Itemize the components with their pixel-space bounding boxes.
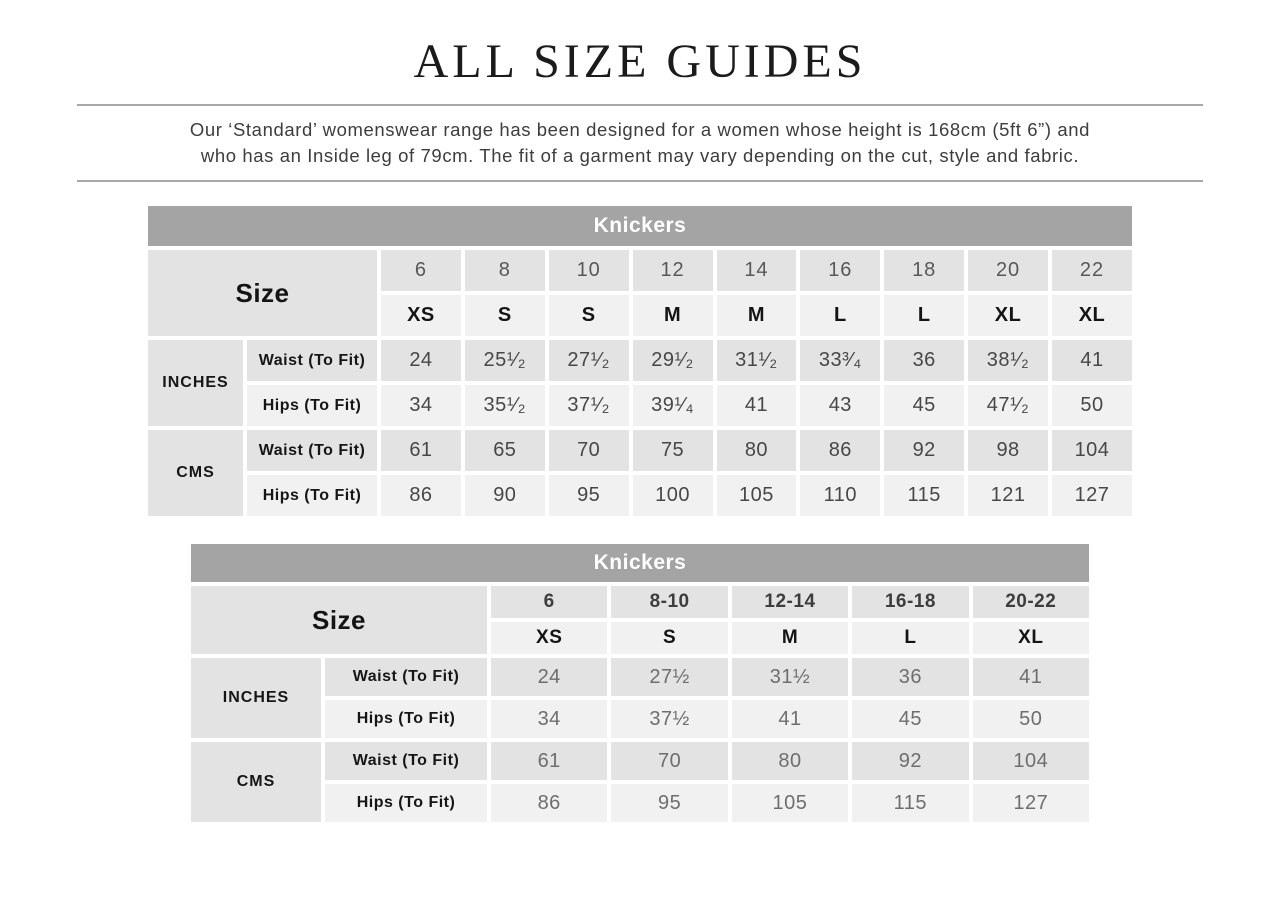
measure-label: Waist (To Fit) <box>325 742 487 780</box>
measure-value: 27½ <box>611 658 727 696</box>
measure-value: 50 <box>973 700 1089 738</box>
size-number: 20 <box>968 250 1048 291</box>
measure-value: 29¹⁄₂ <box>633 340 713 381</box>
measure-value: 86 <box>381 475 461 516</box>
size-letter: S <box>465 295 545 336</box>
measure-value: 80 <box>717 430 797 471</box>
measure-value: 104 <box>1052 430 1132 471</box>
measure-value: 45 <box>852 700 968 738</box>
measure-value: 86 <box>800 430 880 471</box>
measure-value: 39¹⁄₄ <box>633 385 713 426</box>
measure-label: Hips (To Fit) <box>325 700 487 738</box>
measure-value: 98 <box>968 430 1048 471</box>
size-number: 14 <box>717 250 797 291</box>
page-title: ALL SIZE GUIDES <box>413 35 867 88</box>
measure-value: 65 <box>465 430 545 471</box>
measure-value: 41 <box>973 658 1089 696</box>
measure-value: 86 <box>491 784 607 822</box>
size-number: 12 <box>633 250 713 291</box>
measure-value: 25¹⁄₂ <box>465 340 545 381</box>
measure-value: 45 <box>884 385 964 426</box>
measure-value: 95 <box>611 784 727 822</box>
size-header: Size <box>191 586 487 654</box>
unit-label: INCHES <box>191 658 321 738</box>
size-number: 8-10 <box>611 586 727 618</box>
measure-value: 104 <box>973 742 1089 780</box>
measure-value: 36 <box>852 658 968 696</box>
size-letter: XL <box>968 295 1048 336</box>
unit-label: INCHES <box>148 340 243 426</box>
size-letter: XL <box>1052 295 1132 336</box>
size-guide-table <box>144 202 1136 520</box>
intro-line-2: who has an Inside leg of 79cm. The fit of a garment may vary depending on the cut, style and fabric. <box>200 145 1080 166</box>
measure-value: 35¹⁄₂ <box>465 385 545 426</box>
measure-value: 127 <box>1052 475 1132 516</box>
table-title: Knickers <box>191 544 1089 582</box>
measure-value: 36 <box>884 340 964 381</box>
size-letter: L <box>852 622 968 654</box>
measure-label: Hips (To Fit) <box>247 385 377 426</box>
measure-value: 50 <box>1052 385 1132 426</box>
size-number: 16 <box>800 250 880 291</box>
measure-value: 70 <box>611 742 727 780</box>
measure-value: 33³⁄₄ <box>800 340 880 381</box>
measure-value: 61 <box>381 430 461 471</box>
unit-label: CMS <box>191 742 321 822</box>
measure-label: Waist (To Fit) <box>247 430 377 471</box>
measure-value: 95 <box>549 475 629 516</box>
size-letter: XL <box>973 622 1089 654</box>
measure-value: 43 <box>800 385 880 426</box>
measure-label: Waist (To Fit) <box>325 658 487 696</box>
measure-value: 115 <box>852 784 968 822</box>
measure-value: 75 <box>633 430 713 471</box>
size-letter: S <box>611 622 727 654</box>
measure-value: 80 <box>732 742 848 780</box>
measure-value: 31½ <box>732 658 848 696</box>
measure-value: 100 <box>633 475 713 516</box>
size-number: 10 <box>549 250 629 291</box>
intro-line-1: Our ‘Standard’ womenswear range has been designed for a women whose height is 168cm (5ft 6”) and <box>189 119 1091 140</box>
size-number: 16-18 <box>852 586 968 618</box>
measure-value: 41 <box>732 700 848 738</box>
size-number: 20-22 <box>973 586 1089 618</box>
measure-value: 41 <box>1052 340 1132 381</box>
measure-value: 105 <box>732 784 848 822</box>
measure-value: 24 <box>491 658 607 696</box>
measure-value: 41 <box>717 385 797 426</box>
size-header: Size <box>148 250 377 336</box>
measure-value: 27¹⁄₂ <box>549 340 629 381</box>
measure-value: 24 <box>381 340 461 381</box>
size-guide-table-wrap-1 <box>144 202 1136 520</box>
measure-label: Hips (To Fit) <box>325 784 487 822</box>
measure-value: 37¹⁄₂ <box>549 385 629 426</box>
size-guide-table-wrap-2 <box>187 540 1093 826</box>
size-number: 18 <box>884 250 964 291</box>
measure-value: 121 <box>968 475 1048 516</box>
size-letter: M <box>633 295 713 336</box>
unit-label: CMS <box>148 430 243 516</box>
measure-value: 90 <box>465 475 545 516</box>
measure-value: 92 <box>852 742 968 780</box>
size-letter: S <box>549 295 629 336</box>
measure-value: 70 <box>549 430 629 471</box>
size-guide-table <box>187 540 1093 826</box>
intro-text <box>0 117 1280 169</box>
size-letter: L <box>884 295 964 336</box>
size-number: 22 <box>1052 250 1132 291</box>
measure-value: 105 <box>717 475 797 516</box>
measure-value: 31¹⁄₂ <box>717 340 797 381</box>
measure-value: 34 <box>491 700 607 738</box>
divider-top <box>77 104 1203 106</box>
measure-label: Waist (To Fit) <box>247 340 377 381</box>
divider-bottom <box>77 180 1203 182</box>
size-number: 6 <box>491 586 607 618</box>
measure-value: 61 <box>491 742 607 780</box>
measure-value: 38¹⁄₂ <box>968 340 1048 381</box>
size-number: 12-14 <box>732 586 848 618</box>
measure-value: 110 <box>800 475 880 516</box>
measure-value: 37½ <box>611 700 727 738</box>
size-number: 8 <box>465 250 545 291</box>
size-letter: L <box>800 295 880 336</box>
table-title: Knickers <box>148 206 1132 246</box>
size-number: 6 <box>381 250 461 291</box>
size-letter: XS <box>381 295 461 336</box>
measure-value: 47¹⁄₂ <box>968 385 1048 426</box>
measure-value: 127 <box>973 784 1089 822</box>
measure-value: 34 <box>381 385 461 426</box>
size-letter: XS <box>491 622 607 654</box>
measure-value: 92 <box>884 430 964 471</box>
size-letter: M <box>717 295 797 336</box>
size-letter: M <box>732 622 848 654</box>
measure-value: 115 <box>884 475 964 516</box>
measure-label: Hips (To Fit) <box>247 475 377 516</box>
